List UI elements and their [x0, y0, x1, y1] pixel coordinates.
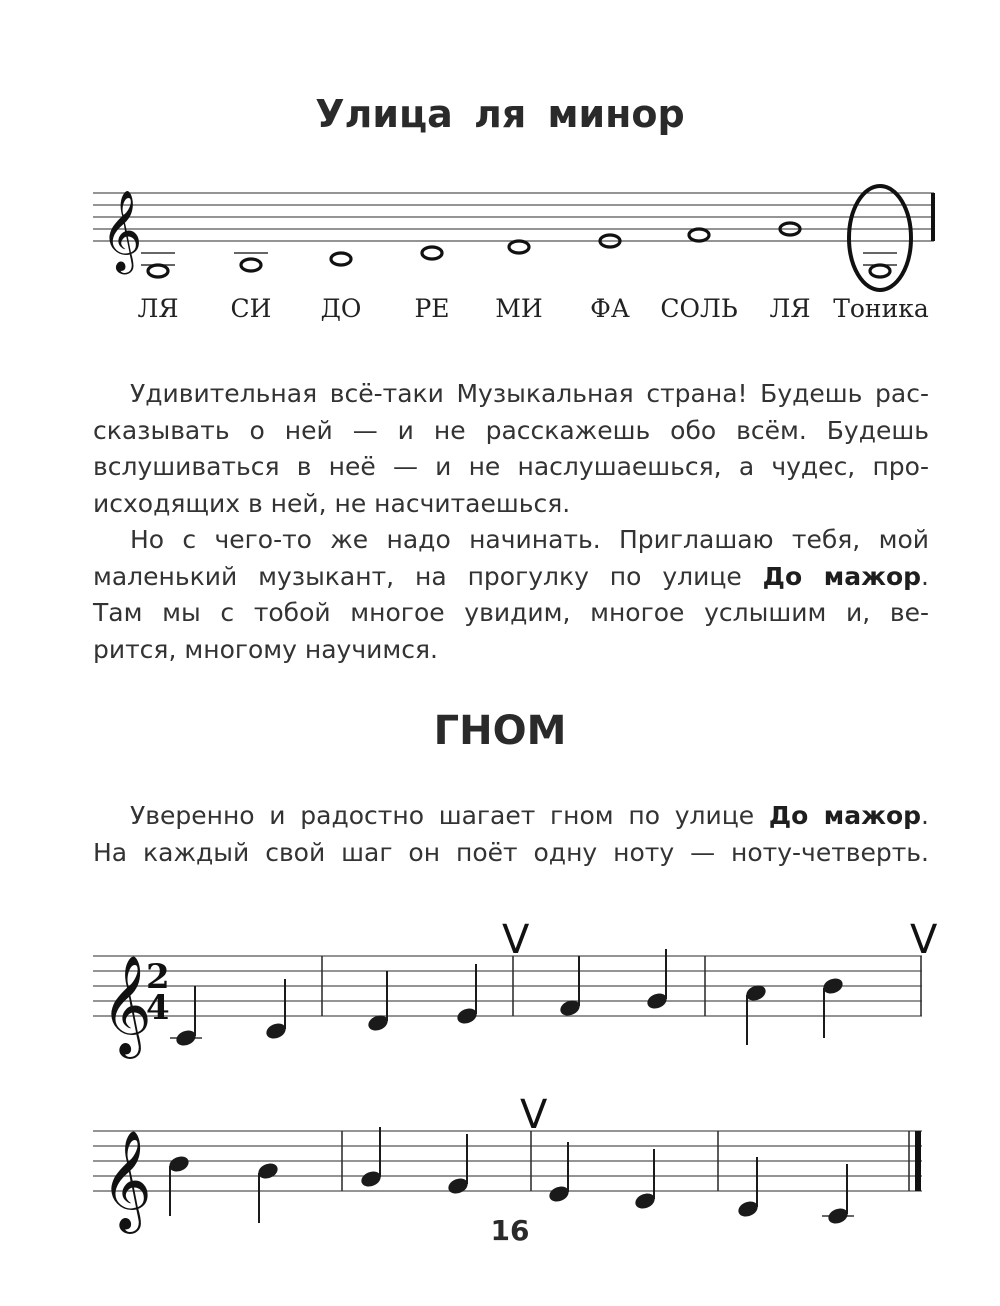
melody-notes	[167, 949, 854, 1226]
treble-clef-icon: 𝄞	[101, 189, 143, 271]
intro-paragraph-2: Но с чего-то же надо начинать. Приглашаю тебя, мой маленький музыкант, на прогулку по улице До мажор. Там мы с тобой многое увидим, многое услышим и, ве- рится, многому научимся.	[93, 525, 929, 664]
page-number: 16	[490, 1214, 530, 1247]
quarter-note	[633, 1191, 657, 1211]
quarter-note	[174, 1028, 198, 1048]
quarter-note	[446, 1176, 470, 1196]
quarter-note	[455, 1006, 479, 1026]
breath-mark-icon: V	[520, 1092, 548, 1138]
time-signature-top: 2	[146, 957, 170, 997]
quarter-note	[547, 1184, 571, 1204]
quarter-note	[264, 1021, 288, 1041]
tonic-label: Тоника	[833, 294, 929, 323]
note-label-do: ДО	[320, 294, 362, 323]
tonic-circle	[849, 186, 911, 290]
breath-mark-icon: V	[502, 917, 530, 963]
gnome-paragraph: Уверенно и радостно шагает гном по улице До мажор. На каждый свой шаг он поёт одну ноту — ноту-четверть.	[93, 801, 929, 867]
quarter-note	[821, 976, 845, 996]
quarter-note	[359, 1169, 383, 1189]
quarter-note	[256, 1161, 280, 1181]
whole-note	[689, 229, 709, 241]
quarter-note	[558, 998, 582, 1018]
note-label-si: СИ	[230, 294, 272, 323]
note-label-la: ЛЯ	[137, 294, 179, 323]
whole-note	[331, 253, 351, 265]
quarter-note	[366, 1013, 390, 1033]
section-title: ГНОМ	[433, 708, 567, 754]
note-label-fa: ФА	[590, 294, 630, 323]
intro-paragraph-1: Удивительная всё-таки Музыкальная страна! Будешь рас- сказывать о ней — и не расскажешь обо всём. Будешь вслушиваться в неё — и не наслушаешься, а чудес, про- исходящих в ней, не насчитаешься.	[93, 379, 929, 518]
note-label-re: РЕ	[414, 294, 450, 323]
quarter-note	[167, 1154, 191, 1174]
note-label-la-2: ЛЯ	[769, 294, 811, 323]
key-name: До мажор	[762, 561, 922, 591]
treble-clef-icon: 𝄞	[101, 955, 152, 1055]
note-label-sol: СОЛЬ	[660, 294, 738, 323]
note-label-mi: МИ	[495, 294, 543, 323]
quarter-note	[645, 991, 669, 1011]
time-signature-bottom: 4	[146, 988, 170, 1028]
treble-clef-icon: 𝄞	[101, 1130, 152, 1230]
whole-note	[422, 247, 442, 259]
breath-mark-icon: V	[910, 917, 938, 963]
whole-note	[509, 241, 529, 253]
scale-notes	[141, 223, 897, 277]
key-name-2: До мажор	[768, 801, 922, 830]
scale-staff	[0, 0, 1000, 340]
quarter-note	[744, 983, 768, 1003]
whole-note	[241, 259, 261, 271]
page-title: Улица ля минор	[315, 92, 685, 136]
whole-note	[148, 265, 168, 277]
whole-note	[870, 265, 890, 277]
